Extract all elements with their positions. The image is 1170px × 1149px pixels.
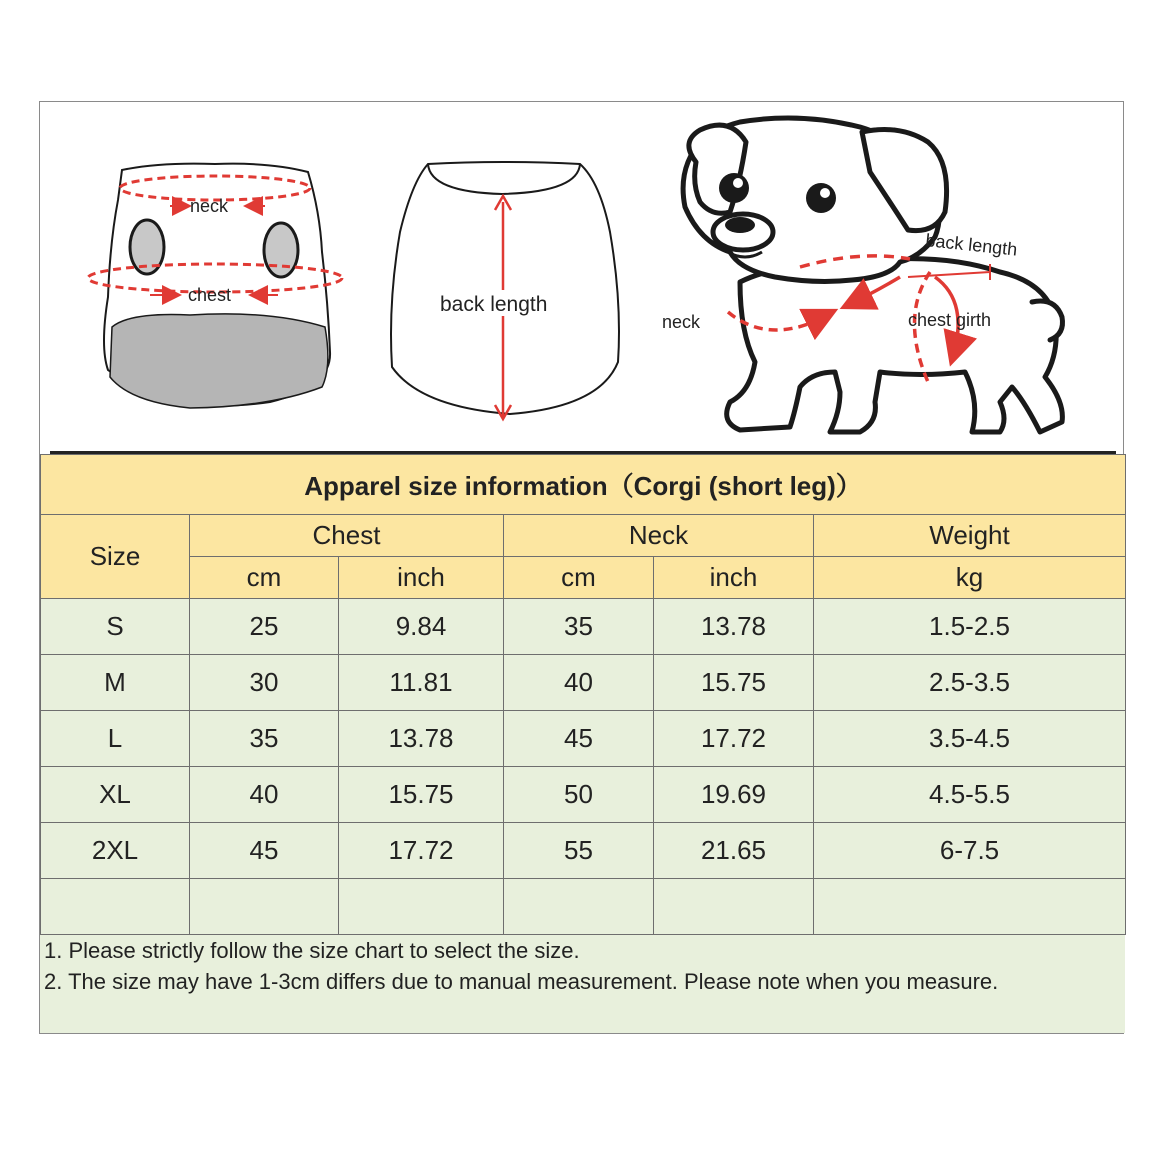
cell-chest-inch: 9.84: [339, 599, 504, 655]
measurement-diagram: [40, 102, 1125, 452]
cell-neck-cm: 55: [504, 823, 654, 879]
vest-back-drawing: [391, 162, 619, 419]
header-neck: Neck: [504, 515, 814, 557]
table-row: [41, 823, 1126, 879]
cell-chest-inch: 13.78: [339, 711, 504, 767]
cell-chest-inch: 17.72: [339, 823, 504, 879]
cell-weight: 3.5-4.5: [814, 711, 1126, 767]
size-table: [40, 454, 1126, 935]
cell-size: 2XL: [41, 823, 190, 879]
empty-cell: [654, 879, 814, 935]
empty-cell: [339, 879, 504, 935]
empty-cell: [814, 879, 1126, 935]
cell-neck-inch: 15.75: [654, 655, 814, 711]
empty-cell: [504, 879, 654, 935]
header-chest-inch: inch: [339, 557, 504, 599]
table-row: [41, 599, 1126, 655]
cell-weight: 1.5-2.5: [814, 599, 1126, 655]
cell-neck-inch: 19.69: [654, 767, 814, 823]
vest-front-drawing: [88, 164, 342, 408]
cell-weight: 6-7.5: [814, 823, 1126, 879]
cell-weight: 4.5-5.5: [814, 767, 1126, 823]
cell-neck-cm: 35: [504, 599, 654, 655]
dog-drawing: [683, 118, 1062, 432]
cell-size: L: [41, 711, 190, 767]
cell-neck-inch: 13.78: [654, 599, 814, 655]
cell-chest-inch: 15.75: [339, 767, 504, 823]
cell-neck-cm: 50: [504, 767, 654, 823]
vest-back-length-label: back length: [440, 293, 548, 316]
cell-neck-inch: 17.72: [654, 711, 814, 767]
vest-neck-label: neck: [190, 196, 229, 216]
size-chart-frame: [39, 101, 1124, 1034]
measurement-illustrations: [40, 102, 1125, 452]
cell-weight: 2.5-3.5: [814, 655, 1126, 711]
cell-chest-cm: 25: [190, 599, 339, 655]
cell-chest-cm: 45: [190, 823, 339, 879]
cell-neck-cm: 40: [504, 655, 654, 711]
cell-chest-cm: 30: [190, 655, 339, 711]
cell-chest-cm: 35: [190, 711, 339, 767]
header-neck-cm: cm: [504, 557, 654, 599]
notes: [40, 935, 1125, 1033]
vest-chest-label: chest: [188, 285, 232, 305]
header-neck-inch: inch: [654, 557, 814, 599]
header-weight-kg: kg: [814, 557, 1126, 599]
cell-neck-cm: 45: [504, 711, 654, 767]
table-title: Apparel size information（Corgi (short leg)）: [41, 455, 1126, 515]
empty-row: [41, 879, 1126, 935]
dog-chest-girth-label: chest girth: [908, 310, 992, 330]
empty-cell: [190, 879, 339, 935]
note-1: 1. Please strictly follow the size chart to select the size.: [44, 938, 580, 963]
table-row: [41, 655, 1126, 711]
header-size: Size: [41, 515, 190, 599]
cell-chest-inch: 11.81: [339, 655, 504, 711]
dog-back-length-label: back length: [924, 230, 1019, 260]
header-weight: Weight: [814, 515, 1126, 557]
cell-chest-cm: 40: [190, 767, 339, 823]
cell-size: XL: [41, 767, 190, 823]
note-2: 2. The size may have 1-3cm differs due to manual measurement. Please note when you measure.: [44, 969, 999, 994]
cell-size: M: [41, 655, 190, 711]
table-row: [41, 767, 1126, 823]
cell-size: S: [41, 599, 190, 655]
empty-cell: [41, 879, 190, 935]
dog-neck-label: neck: [662, 312, 701, 332]
table-title-row: [41, 455, 1126, 515]
table-row: [41, 711, 1126, 767]
header-chest-cm: cm: [190, 557, 339, 599]
cell-neck-inch: 21.65: [654, 823, 814, 879]
header-row: [41, 515, 1126, 557]
header-chest: Chest: [190, 515, 504, 557]
unit-row: [41, 557, 1126, 599]
